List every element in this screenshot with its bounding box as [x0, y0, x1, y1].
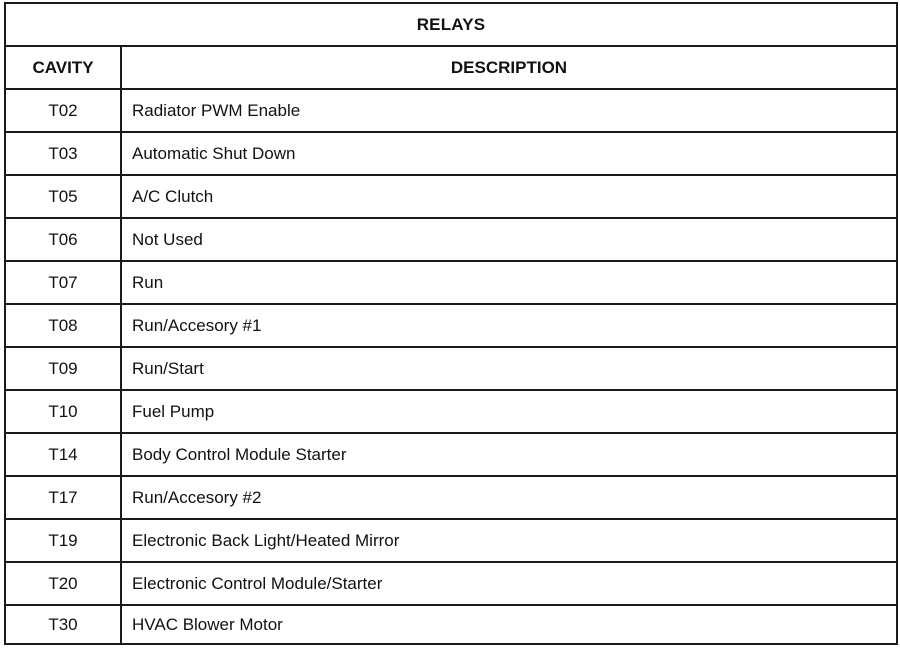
cavity-cell: T10 — [6, 391, 122, 432]
table-row — [6, 176, 896, 219]
description-cell: Fuel Pump — [132, 401, 215, 421]
cavity-cell: T20 — [6, 563, 122, 604]
description-column-header: DESCRIPTION — [450, 57, 568, 77]
table-row — [6, 563, 896, 606]
description-cell: Not Used — [132, 229, 203, 249]
cavity-cell: T30 — [6, 606, 122, 643]
cavity-cell: T17 — [6, 477, 122, 518]
table-row — [6, 348, 896, 391]
table-row — [6, 133, 896, 176]
description-cell: Run/Start — [132, 358, 204, 378]
relays-table — [4, 2, 898, 645]
cavity-cell: T02 — [6, 90, 122, 131]
cavity-cell: T08 — [6, 305, 122, 346]
cavity-cell: T07 — [6, 262, 122, 303]
cavity-cell: T09 — [6, 348, 122, 389]
table-row — [6, 219, 896, 262]
table-title: RELAYS — [6, 4, 896, 47]
cavity-column-header: CAVITY — [6, 47, 122, 88]
description-cell: Body Control Module Starter — [132, 444, 347, 464]
description-cell: Radiator PWM Enable — [132, 100, 301, 120]
description-cell: Electronic Control Module/Starter — [132, 573, 383, 593]
description-cell: Automatic Shut Down — [132, 143, 296, 163]
description-cell: A/C Clutch — [132, 186, 214, 206]
table-row — [6, 477, 896, 520]
table-row — [6, 90, 896, 133]
cavity-cell: T06 — [6, 219, 122, 260]
table-row — [6, 606, 896, 643]
cavity-cell: T14 — [6, 434, 122, 475]
table-row — [6, 520, 896, 563]
table-row — [6, 305, 896, 348]
description-cell: Run/Accesory #2 — [132, 487, 262, 507]
cavity-cell: T03 — [6, 133, 122, 174]
description-cell: Electronic Back Light/Heated Mirror — [132, 530, 400, 550]
table-row — [6, 434, 896, 477]
description-cell: Run — [132, 272, 164, 292]
table-header-row — [6, 47, 896, 90]
table-row — [6, 391, 896, 434]
description-cell: HVAC Blower Motor — [132, 614, 283, 634]
cavity-cell: T05 — [6, 176, 122, 217]
cavity-cell: T19 — [6, 520, 122, 561]
description-cell: Run/Accesory #1 — [132, 315, 262, 335]
table-row — [6, 262, 896, 305]
